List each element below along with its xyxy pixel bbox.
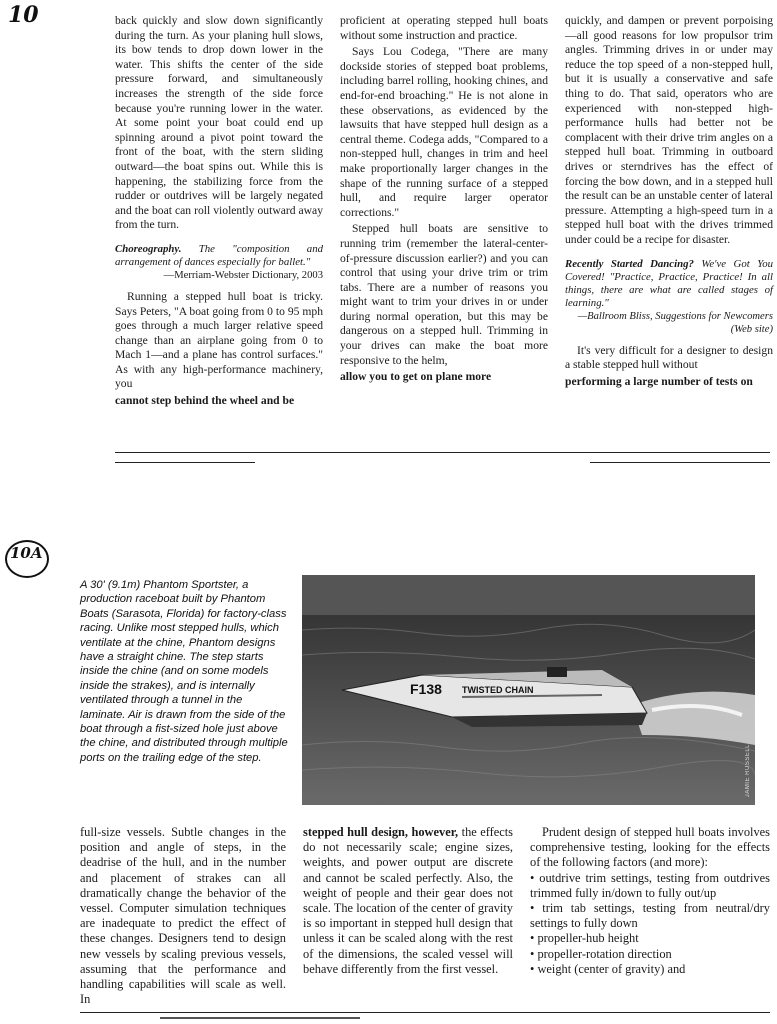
paragraph: proficient at operating stepped hull boats without some instruction and practice.	[340, 14, 548, 42]
paragraph: quickly, and dampen or prevent porpoising—all good reasons for low propulsor trim angles. Trimming drives in or under may reduce the top speed of a non-stepped hull, but it is usually a conservative and safe thing to do. That said, operators who are experienced with non-stepped high-performance hulls had better not be complacent with their drive trim angles on a stepped hull boat. Trimming in outboard drives or sterndrives has the effect of forcing the bow down, and in a stepped hull the result can be an unstable center of lateral pressure. Attempting a high-speed turn in a stepped hull boat with the drives trimmed under could be a recipe for disaster.	[565, 14, 773, 246]
paragraph: Running a stepped hull boat is tricky. Says Peters, "A boat going from 0 to 95 mph goes through a much larger relative speed change than an airplane going from 0 to Mach 1—and a plane has control surfaces." As with any high-performance machinery, you	[115, 289, 323, 391]
raceboat-photo	[302, 575, 755, 805]
top-column-3	[565, 14, 773, 391]
boat-number: F138	[410, 681, 442, 697]
bottom-column-2	[303, 825, 513, 977]
quote-text: We've Got You Covered! "Practice, Practice, Practice! In all things, there are what are called stages of learning."	[565, 257, 773, 309]
photo-caption: A 30' (9.1m) Phantom Sportster, a production raceboat built by Phantom Boats (Sarasota, Florida) for factory-class racing. Unlike most stepped hulls, which ventilate at the chine, Phantom designs have a straight chine. The step starts inside the chine (and on some models inside the strakes), and is internally ventilated through a tunnel in the laminate. Air is drawn from the side of the boat through a fist-sized hole just above the chine, and distributed through multiple ports on the trailing edge of the step.	[80, 579, 288, 764]
paragraph-end: performing a large number of tests on	[565, 374, 753, 388]
boat-name: TWISTED CHAIN	[462, 685, 534, 695]
divider-rule	[590, 462, 770, 463]
paragraph: Stepped hull boats are sensitive to running trim (remember the lateral-center-of-pressure discussion earlier?) and you can control that using your drive trim or trim tabs. There are a number of reasons you might want to trim your drives in or under during normal operation, but this may be dangerous on a stepped hull. Trimming in your drives can make the boat more responsive to the helm,	[340, 222, 548, 367]
photo-illustration	[302, 575, 755, 805]
list-item: • outdrive trim settings, testing from outdrives trimmed fully in/down to fully out/up	[530, 871, 770, 901]
paragraph: full-size vessels. Subtle changes in the position and angle of steps, in the deadrise of the hull, and in the number and placement of strakes can all dramatically change the behavior of the vessel. Computer simulation techniques are inadequate to predict the effect of these changes. Designers tend to design new vessels by scaling previous vessels, assuming that the performance and handling capabilities will scale as well. In	[80, 825, 286, 1007]
quote-text: The "composition and arrangement of dances especially for ballet."	[115, 242, 323, 268]
list-item: • trim tab settings, testing from neutral/dry settings to fully down	[530, 901, 770, 931]
photo-credit: JAMIE RUSSELL	[745, 743, 751, 797]
paragraph	[303, 825, 513, 977]
paragraph-body: the effects do not necessarily scale; engine sizes, weights, and power output are discrete and cannot be scaled perfectly. Also, the weight of people and their gear does not scale. The location of the center of gravity is so important in stepped hull design that unless it can be scaled along with the rest of the dimensions, the scaled vessel will behave differently from the first vessel.	[303, 825, 514, 976]
paragraph: It's very difficult for a designer to design a stable stepped hull without	[565, 343, 773, 372]
divider-rule	[115, 452, 770, 453]
bottom-column-3	[530, 825, 770, 977]
paragraph: back quickly and slow down significantly during the turn. As your planing hull slows, its bow tends to drop down lower in the water. This shifts the center of the side pressure forward, and simultaneously increases the strength of the side force because you're running lower in the water. At some point your boat could end up spinning around a pivot point toward the front of the boat, with the stern sliding outward—the boat spins out. While this is happening, the stabilizing force from the rudder or outdrives will be largely negated and the boat can roll violently outward away from the turn.	[115, 14, 323, 232]
quote-attribution: —Ballroom Bliss, Suggestions for Newcomers (Web site)	[577, 310, 773, 335]
factor-list	[530, 871, 770, 977]
sidebar-quote	[565, 258, 773, 336]
quote-term: Recently Started Dancing?	[565, 257, 694, 270]
quote-attribution: —Merriam-Webster Dictionary, 2003	[163, 269, 323, 281]
list-item: • propeller-rotation direction	[530, 947, 770, 962]
top-column-1	[115, 14, 323, 411]
quote-term: Choreography.	[115, 242, 182, 255]
list-item: • propeller-hub height	[530, 931, 770, 946]
paragraph: Says Lou Codega, "There are many dockside stories of stepped boat problems, including barrel rolling, hooking chines, and end-for-end broaching." He is not alone in these observations, as evidenced by the lawsuits that have stepped hull design as a central theme. Codega adds, "Compared to a non-stepped hull, changes in trim and heel make proportionally larger changes in the shape of the running surface of a stepped hull, and require larger operator corrections."	[340, 45, 548, 219]
handwritten-page-number: 10	[8, 2, 39, 28]
handwritten-page-mark: 10A	[10, 544, 43, 562]
divider-rule	[160, 1017, 360, 1019]
bold-lead: stepped hull design, however,	[303, 825, 459, 839]
paragraph-end: allow you to get on plane more	[340, 370, 492, 384]
divider-rule	[80, 1012, 770, 1013]
list-item: • weight (center of gravity) and	[530, 962, 770, 977]
sidebar-quote	[115, 243, 323, 282]
paragraph-end: cannot step behind the wheel and be	[115, 394, 295, 408]
paragraph: Prudent design of stepped hull boats involves comprehensive testing, looking for the effects of the following factors (and more):	[530, 825, 770, 870]
bottom-column-1	[80, 825, 286, 1007]
top-column-2	[340, 14, 548, 387]
divider-rule	[115, 462, 255, 463]
